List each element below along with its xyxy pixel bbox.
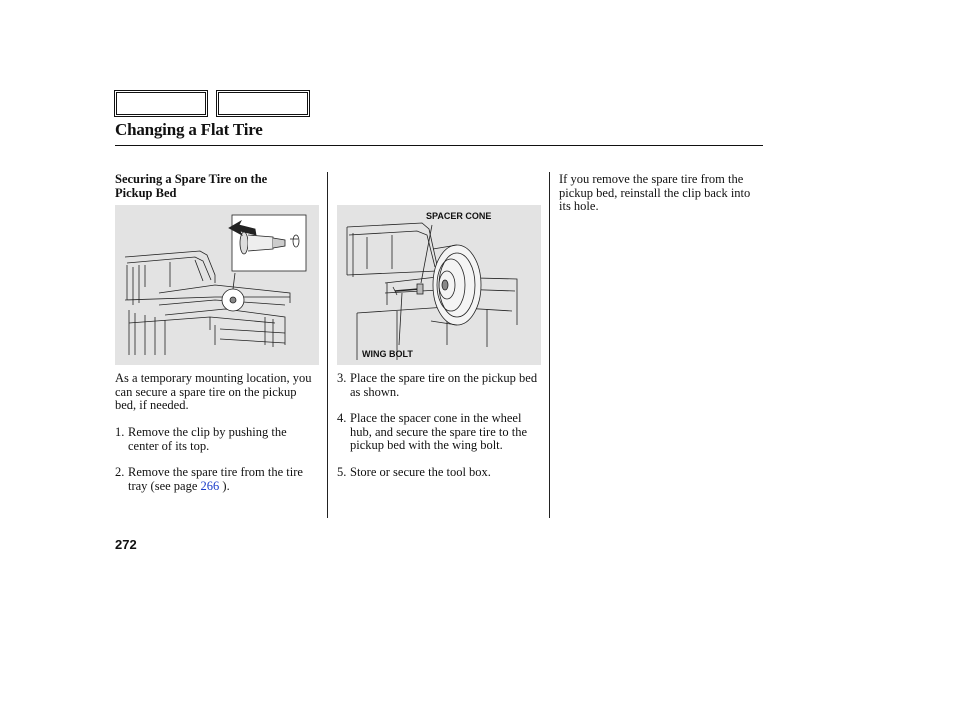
column-divider-1	[327, 172, 328, 518]
step-1	[115, 426, 315, 453]
step-2	[115, 466, 315, 493]
spare-tire-drawing	[337, 205, 541, 365]
page-reference-link[interactable]: 266	[200, 478, 220, 493]
step-3	[337, 372, 542, 399]
nav-button-index[interactable]	[216, 90, 310, 117]
clip-removal-illustration	[115, 205, 319, 365]
page-title: Changing a Flat Tire	[115, 120, 263, 139]
reinstall-clip-note: If you remove the spare tire from the pickup bed, reinstall the clip back into its hole.	[559, 172, 751, 213]
nav-button-main-menu[interactable]	[114, 90, 208, 117]
page-number: 272	[115, 537, 137, 552]
step-text: Remove the spare tire from the tire tray (see page	[128, 465, 303, 493]
wing-bolt-label: WING BOLT	[362, 349, 413, 359]
step-number: 5.	[337, 464, 347, 479]
step-text: Place the spare tire on the pickup bed as shown.	[350, 371, 538, 399]
step-text-end: ).	[222, 478, 230, 493]
column-divider-2	[549, 172, 550, 518]
step-text: Store or secure the tool box.	[350, 464, 491, 479]
title-divider	[115, 145, 763, 146]
intro-paragraph: As a temporary mounting location, you can secure a spare tire on the pickup bed, if needed.	[115, 371, 312, 412]
step-5	[337, 466, 542, 480]
spare-tire-mounting-illustration	[337, 205, 541, 365]
step-number: 4.	[337, 411, 347, 425]
step-text: Remove the clip by pushing the center of its top.	[128, 425, 287, 453]
spacer-cone-label: SPACER CONE	[426, 211, 492, 221]
step-number: 3.	[337, 371, 347, 385]
steps-list-left	[115, 426, 315, 506]
steps-list-middle	[337, 372, 542, 492]
pickup-bed-clip-drawing	[115, 205, 319, 365]
step-4	[337, 412, 542, 453]
section-heading: Securing a Spare Tire on the Pickup Bed	[115, 172, 268, 200]
step-number: 1.	[115, 425, 125, 439]
step-number: 2.	[115, 465, 125, 479]
step-text: Place the spacer cone in the wheel hub, and secure the spare tire to the pickup bed with the wing bolt.	[350, 411, 528, 452]
